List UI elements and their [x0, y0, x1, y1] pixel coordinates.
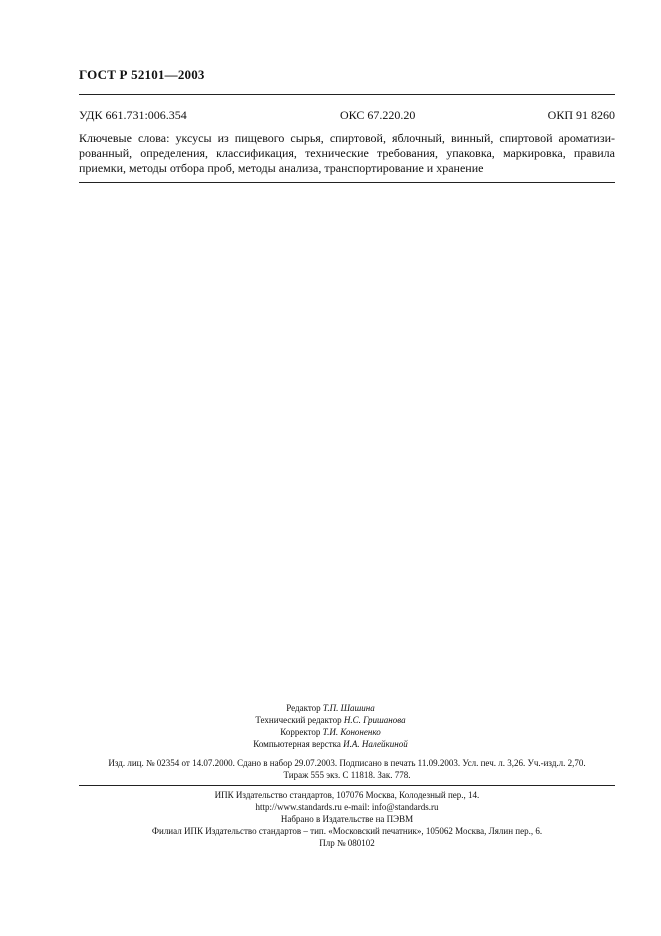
imprint-line: http://www.standards.ru e-mail: info@standards.ru — [255, 802, 439, 812]
credit-role: Компьютерная верстка — [253, 739, 341, 749]
oks-code: ОКС 67.220.20 — [340, 108, 416, 122]
credit-role: Корректор — [280, 727, 321, 737]
credit-editor — [0, 702, 661, 714]
imprint-line: Филиал ИПК Издательство стандартов – тип. «Московский печатник», 105062 Москва, Лялин пер., 6. — [151, 826, 543, 836]
udk-code: УДК 661.731:006.354 — [79, 108, 187, 122]
imprint-line: Набрано в Издательстве на ПЭВМ — [280, 814, 414, 824]
imprint-divider — [79, 785, 615, 786]
publication-line: Тираж 555 экз. С 11818. Зак. 778. — [283, 770, 411, 780]
credit-role: Технический редактор — [255, 715, 342, 725]
keywords-paragraph — [79, 131, 615, 176]
credit-name: И.А. Налейкиной — [343, 739, 408, 749]
credit-layout — [0, 738, 661, 750]
credit-role: Редактор — [286, 703, 321, 713]
imprint-line: ИПК Издательство стандартов, 107076 Москва, Колодезный пер., 14. — [214, 790, 480, 800]
credit-name: Т.И. Кононенко — [322, 727, 381, 737]
editorial-credits — [0, 702, 661, 752]
document-code: ГОСТ Р 52101—2003 — [79, 67, 205, 82]
imprint-line: Плр № 080102 — [319, 838, 375, 848]
keywords-line: Ключевые слова: уксусы из пищевого сырья, спиртовой, яблочный, винный, спиртовой ароматизи- — [79, 131, 615, 145]
keywords-line: рованный, определения, классификация, технические требования, упаковка, маркировка, правила — [79, 146, 615, 160]
credit-name: Т.П. Шашина — [322, 703, 375, 713]
publication-line: Изд. лиц. № 02354 от 14.07.2000. Сдано в набор 29.07.2003. Подписано в печать 11.09.2003. Усл. печ. л. 3,26. Уч.-изд.л. 2,70. — [108, 758, 586, 768]
keywords-line: приемки, методы отбора проб, методы анализа, транспортирование и хранение — [79, 161, 484, 175]
okp-code: ОКП 91 8260 — [547, 108, 615, 122]
publication-info — [79, 757, 615, 781]
credit-proofreader — [0, 726, 661, 738]
credit-tech-editor — [0, 714, 661, 726]
keywords-divider — [79, 182, 615, 183]
credit-name: Н.С. Гришанова — [343, 715, 406, 725]
header-divider — [79, 94, 615, 95]
publisher-imprint — [79, 789, 615, 849]
